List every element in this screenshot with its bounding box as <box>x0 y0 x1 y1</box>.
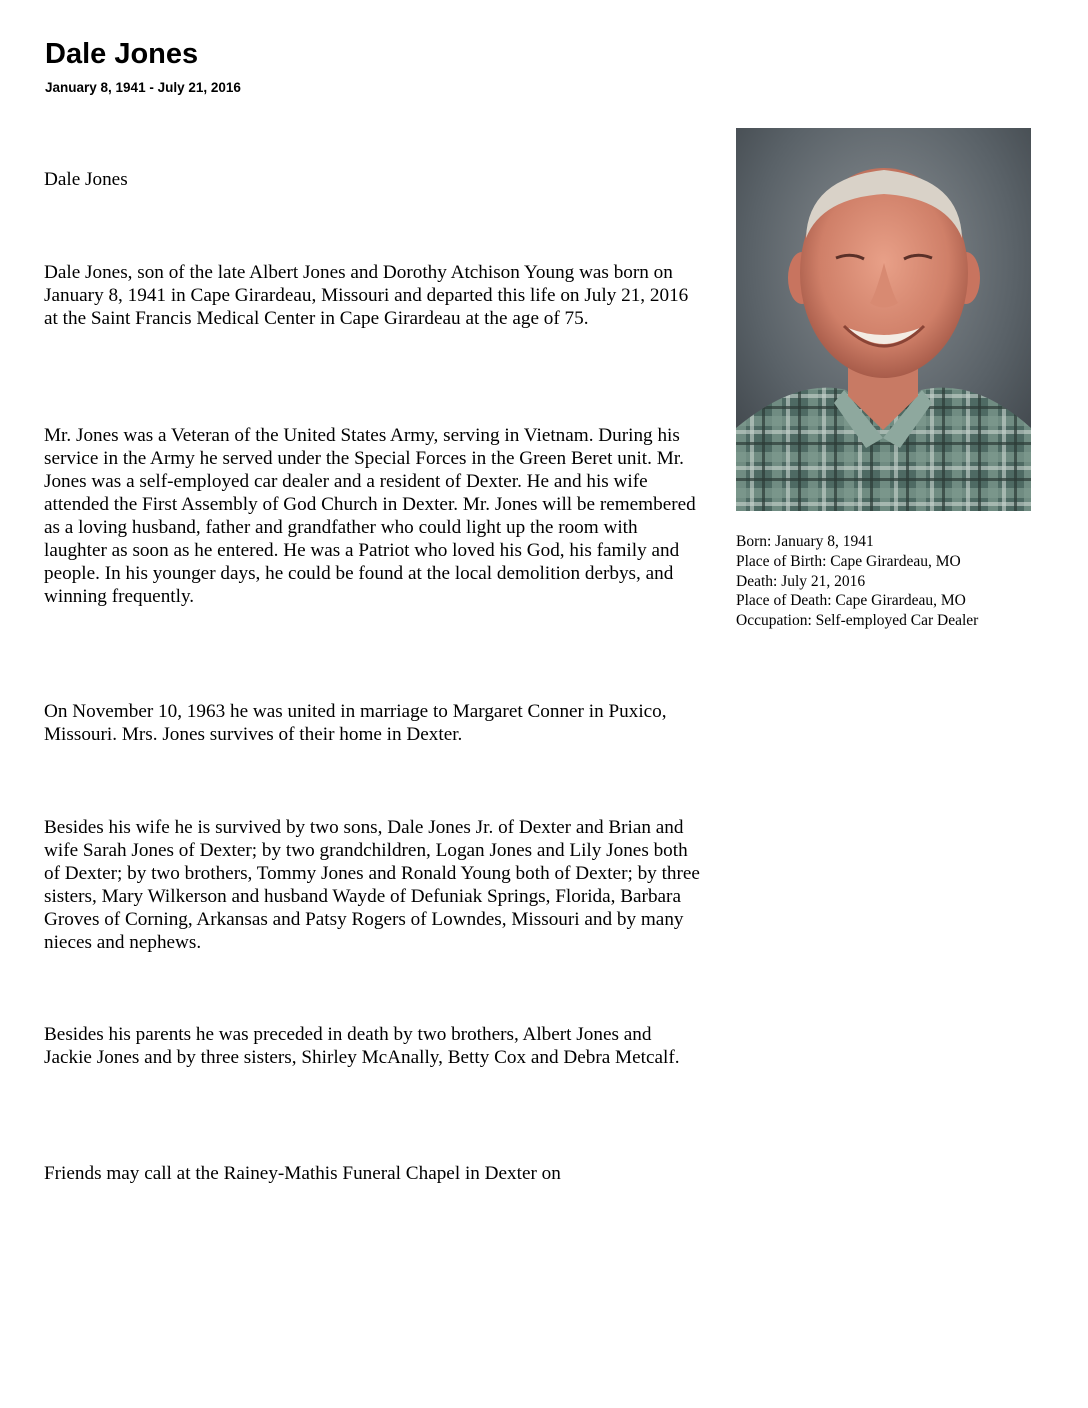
paragraph-visitation: Friends may call at the Rainey-Mathis Funeral Chapel in Dexter on <box>44 1163 561 1184</box>
occupation-fact: Occupation: Self-employed Car Dealer <box>736 612 979 630</box>
paragraph-survivors: Besides his wife he is survived by two sons, Dale Jones Jr. of Dexter and Brian and wife Sarah Jones of Dexter; by two grandchildren, Logan Jones and Lily Jones both of Dexter; by two brothers, Tommy Jones and Ronald Young both of Dexter; by three sisters, Mary Wilkerson and husband Wayde of Defuniak Springs, Florida, Barbara Groves of Corning, Arkansas and Patsy Rogers of Lowndes, Missouri and by many nieces and nephews. <box>44 817 700 953</box>
paragraph-marriage: On November 10, 1963 he was united in marriage to Margaret Conner in Puxico, Missouri. Mrs. Jones survives of their home in Dexter. <box>44 701 667 745</box>
deathplace-fact: Place of Death: Cape Girardeau, MO <box>736 592 966 610</box>
page-title: Dale Jones <box>45 38 199 70</box>
obituary-heading: Dale Jones <box>44 169 128 190</box>
paragraph-military-career: Mr. Jones was a Veteran of the United States Army, serving in Vietnam. During his service in the Army he served under the Special Forces in the Green Beret unit. Mr. Jones was a self-employed car dealer and a resident of Dexter. He and his wife attended the First Assembly of God Church in Dexter. Mr. Jones will be remembered as a loving husband, father and grandfather who could light up the room with laughter as soon as he entered. He was a Patriot who loved his God, his family and people. In his younger days, he could be found at the local demolition derbys, and winning frequently. <box>44 425 696 607</box>
death-fact: Death: July 21, 2016 <box>736 572 866 590</box>
paragraph-preceded-in-death: Besides his parents he was preceded in death by two brothers, Albert Jones and Jackie Jones and by three sisters, Shirley McAnally, Betty Cox and Debra Metcalf. <box>44 1024 680 1068</box>
birthplace-fact: Place of Birth: Cape Girardeau, MO <box>736 552 961 570</box>
portrait-photo <box>736 128 1031 511</box>
born-fact: Born: January 8, 1941 <box>736 533 874 550</box>
paragraph-biography: Dale Jones, son of the late Albert Jones and Dorothy Atchison Young was born on January 8, 1941 in Cape Girardeau, Missouri and departed this life on July 21, 2016 at the Saint Francis Medical Center in Cape Girardeau at the age of 75. <box>44 262 689 329</box>
life-dates: January 8, 1941 - July 21, 2016 <box>45 80 241 95</box>
facts-panel <box>736 532 1066 631</box>
